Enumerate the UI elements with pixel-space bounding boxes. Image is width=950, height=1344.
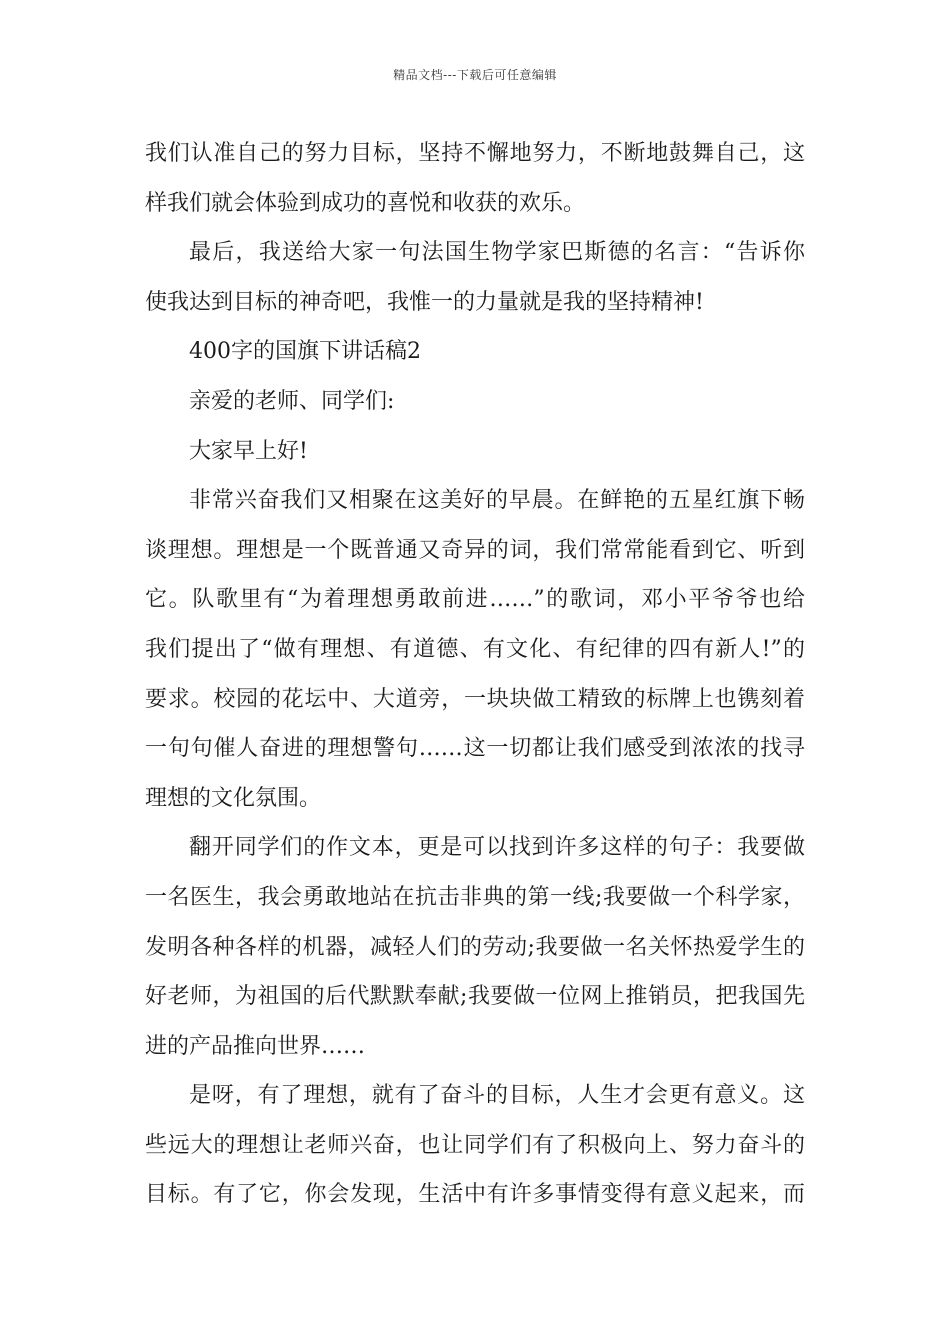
text-line: 我们提出了“做有理想、有道德、有文化、有纪律的四有新人!”的 (145, 636, 805, 662)
text-line: 最后，我送给大家一句法国生物学家巴斯德的名言：“告诉你 (189, 240, 805, 266)
text-line: 我们认准自己的努力目标，坚持不懈地努力，不断地鼓舞自己，这 (145, 141, 805, 166)
text-line: 它。队歌里有“为着理想勇敢前进……”的歌词，邓小平爷爷也给 (145, 587, 805, 613)
text-line: 使我达到目标的神奇吧，我惟一的力量就是我的坚持精神! (145, 289, 704, 315)
text-line: 些远大的理想让老师兴奋，也让同学们有了积极向上、努力奋斗的 (145, 1132, 805, 1158)
text-line: 是呀，有了理想，就有了奋斗的目标，人生才会更有意义。这 (189, 1083, 805, 1109)
text-line: 目标。有了它，你会发现，生活中有许多事情变得有意义起来，而 (145, 1182, 805, 1208)
document-body (145, 129, 805, 1220)
text-line: 一名医生，我会勇敢地站在抗击非典的第一线;我要做一个科学家， (145, 884, 805, 910)
text-line: 大家早上好! (189, 438, 308, 464)
page-header: 精品文档---下载后可任意编辑 (393, 68, 557, 82)
text-line: 亲爱的老师、同学们: (189, 388, 395, 414)
text-line: 400字的国旗下讲话稿2 (189, 339, 421, 365)
text-line: 翻开同学们的作文本，更是可以找到许多这样的句子：我要做 (189, 835, 805, 861)
text-line: 要求。校园的花坛中、大道旁，一块块做工精致的标牌上也镌刻着 (145, 686, 805, 712)
text-line: 谈理想。理想是一个既普通又奇异的词，我们常常能看到它、听到 (145, 537, 805, 563)
text-line: 非常兴奋我们又相聚在这美好的早晨。在鲜艳的五星红旗下畅 (189, 488, 805, 514)
text-line: 样我们就会体验到成功的喜悦和收获的欢乐。 (145, 190, 586, 216)
text-line: 发明各种各样的机器，减轻人们的劳动;我要做一名关怀热爱学生的 (145, 934, 805, 960)
text-line: 一句句催人奋进的理想警句……这一切都让我们感受到浓浓的找寻 (145, 736, 805, 762)
text-line: 进的产品推向世界…… (145, 1033, 366, 1059)
text-line: 理想的文化氛围。 (145, 785, 322, 811)
text-line: 好老师，为祖国的后代默默奉献;我要做一位网上推销员，把我国先 (145, 984, 805, 1010)
